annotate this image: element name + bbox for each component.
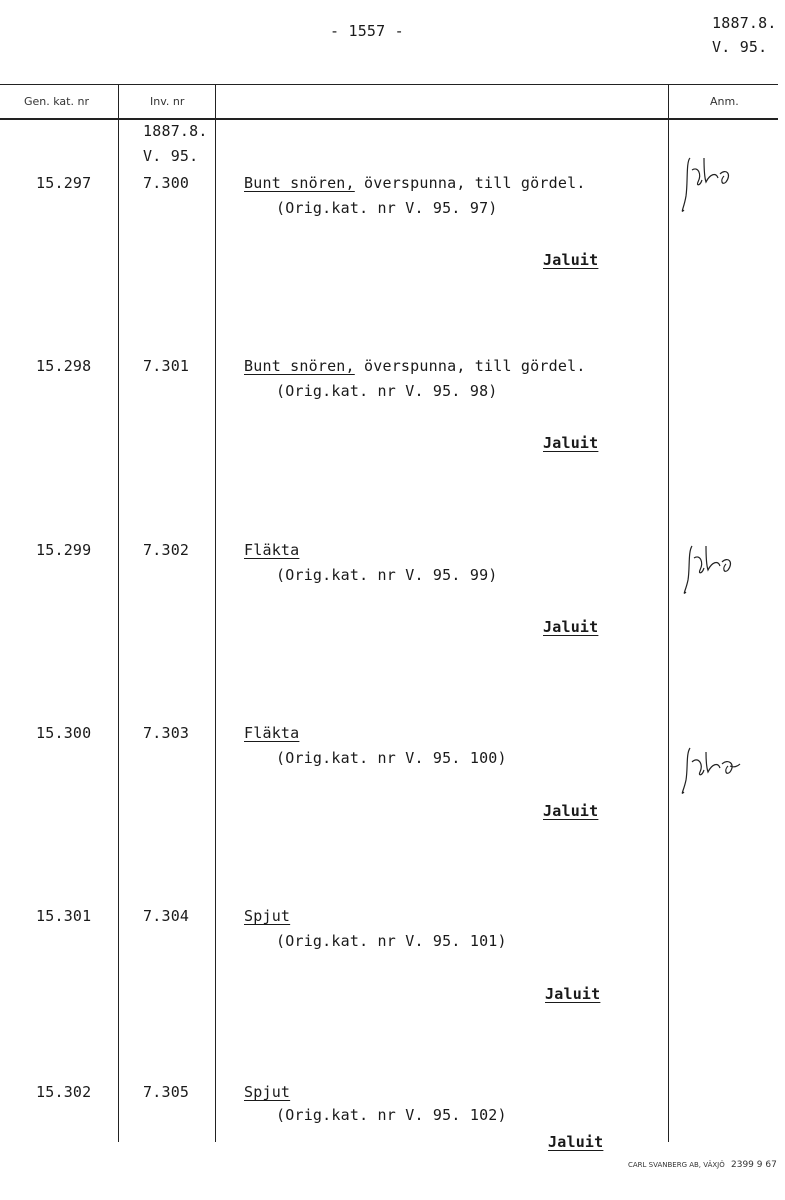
entry-title: Fläkta (244, 724, 300, 742)
entry-title: Spjut (244, 907, 291, 925)
printer-name: CARL SVANBERG AB, VÄXJÖ (628, 1161, 725, 1169)
inv-number: 7.302 (143, 541, 190, 559)
handwritten-signature-icon (678, 540, 738, 600)
original-catalog-ref: (Orig.kat. nr V. 95. 97) (276, 199, 498, 217)
place-jaluit: Jaluit (543, 434, 599, 452)
handwritten-signature-icon (676, 152, 736, 218)
place-jaluit: Jaluit (543, 251, 599, 269)
place-jaluit: Jaluit (548, 1133, 604, 1151)
column-header-inv: Inv. nr (150, 95, 185, 108)
inv-number: 7.300 (143, 174, 190, 192)
inv-header-line2: V. 95. (143, 147, 199, 165)
column-divider-1 (118, 85, 119, 1142)
gen-kat-number: 15.302 (36, 1083, 92, 1101)
place-jaluit: Jaluit (545, 985, 601, 1003)
inv-number: 7.304 (143, 907, 190, 925)
entry-title: Spjut (244, 1083, 291, 1101)
original-catalog-ref: (Orig.kat. nr V. 95. 98) (276, 382, 498, 400)
original-catalog-ref: (Orig.kat. nr V. 95. 102) (276, 1106, 507, 1124)
gen-kat-number: 15.298 (36, 357, 92, 375)
page-ref-line1: 1887.8. (712, 14, 777, 32)
entry-title: Bunt snören, (244, 174, 355, 192)
column-header-anm: Anm. (710, 95, 739, 108)
column-divider-2 (215, 85, 216, 1142)
column-divider-3 (668, 85, 669, 1142)
header-top-rule (0, 84, 778, 85)
gen-kat-number: 15.301 (36, 907, 92, 925)
inv-number: 7.305 (143, 1083, 190, 1101)
gen-kat-number: 15.297 (36, 174, 92, 192)
entry-title: Bunt snören, (244, 357, 355, 375)
entry-title: Fläkta (244, 541, 300, 559)
original-catalog-ref: (Orig.kat. nr V. 95. 99) (276, 566, 498, 584)
original-catalog-ref: (Orig.kat. nr V. 95. 101) (276, 932, 507, 950)
place-jaluit: Jaluit (543, 618, 599, 636)
column-header-gen-kat: Gen. kat. nr (24, 95, 89, 108)
page-ref-line2: V. 95. (712, 38, 768, 56)
entry-description (244, 541, 299, 559)
gen-kat-number: 15.299 (36, 541, 92, 559)
entry-description (244, 174, 586, 192)
gen-kat-number: 15.300 (36, 724, 92, 742)
entry-description-rest: överspunna, till gördel. (354, 357, 586, 375)
inv-number: 7.303 (143, 724, 190, 742)
entry-description (244, 1083, 290, 1101)
header-bottom-rule (0, 118, 778, 120)
original-catalog-ref: (Orig.kat. nr V. 95. 100) (276, 749, 507, 767)
entry-description-rest: överspunna, till gördel. (354, 174, 586, 192)
form-code: 2399 9 67 (731, 1160, 777, 1170)
entry-description (244, 357, 586, 375)
printer-mark (628, 1160, 777, 1170)
inv-header-line1: 1887.8. (143, 122, 208, 140)
entry-description (244, 724, 299, 742)
handwritten-signature-icon (678, 742, 744, 800)
entry-description (244, 907, 290, 925)
place-jaluit: Jaluit (543, 802, 599, 820)
inv-number: 7.301 (143, 357, 190, 375)
page-number: - 1557 - (330, 22, 404, 40)
